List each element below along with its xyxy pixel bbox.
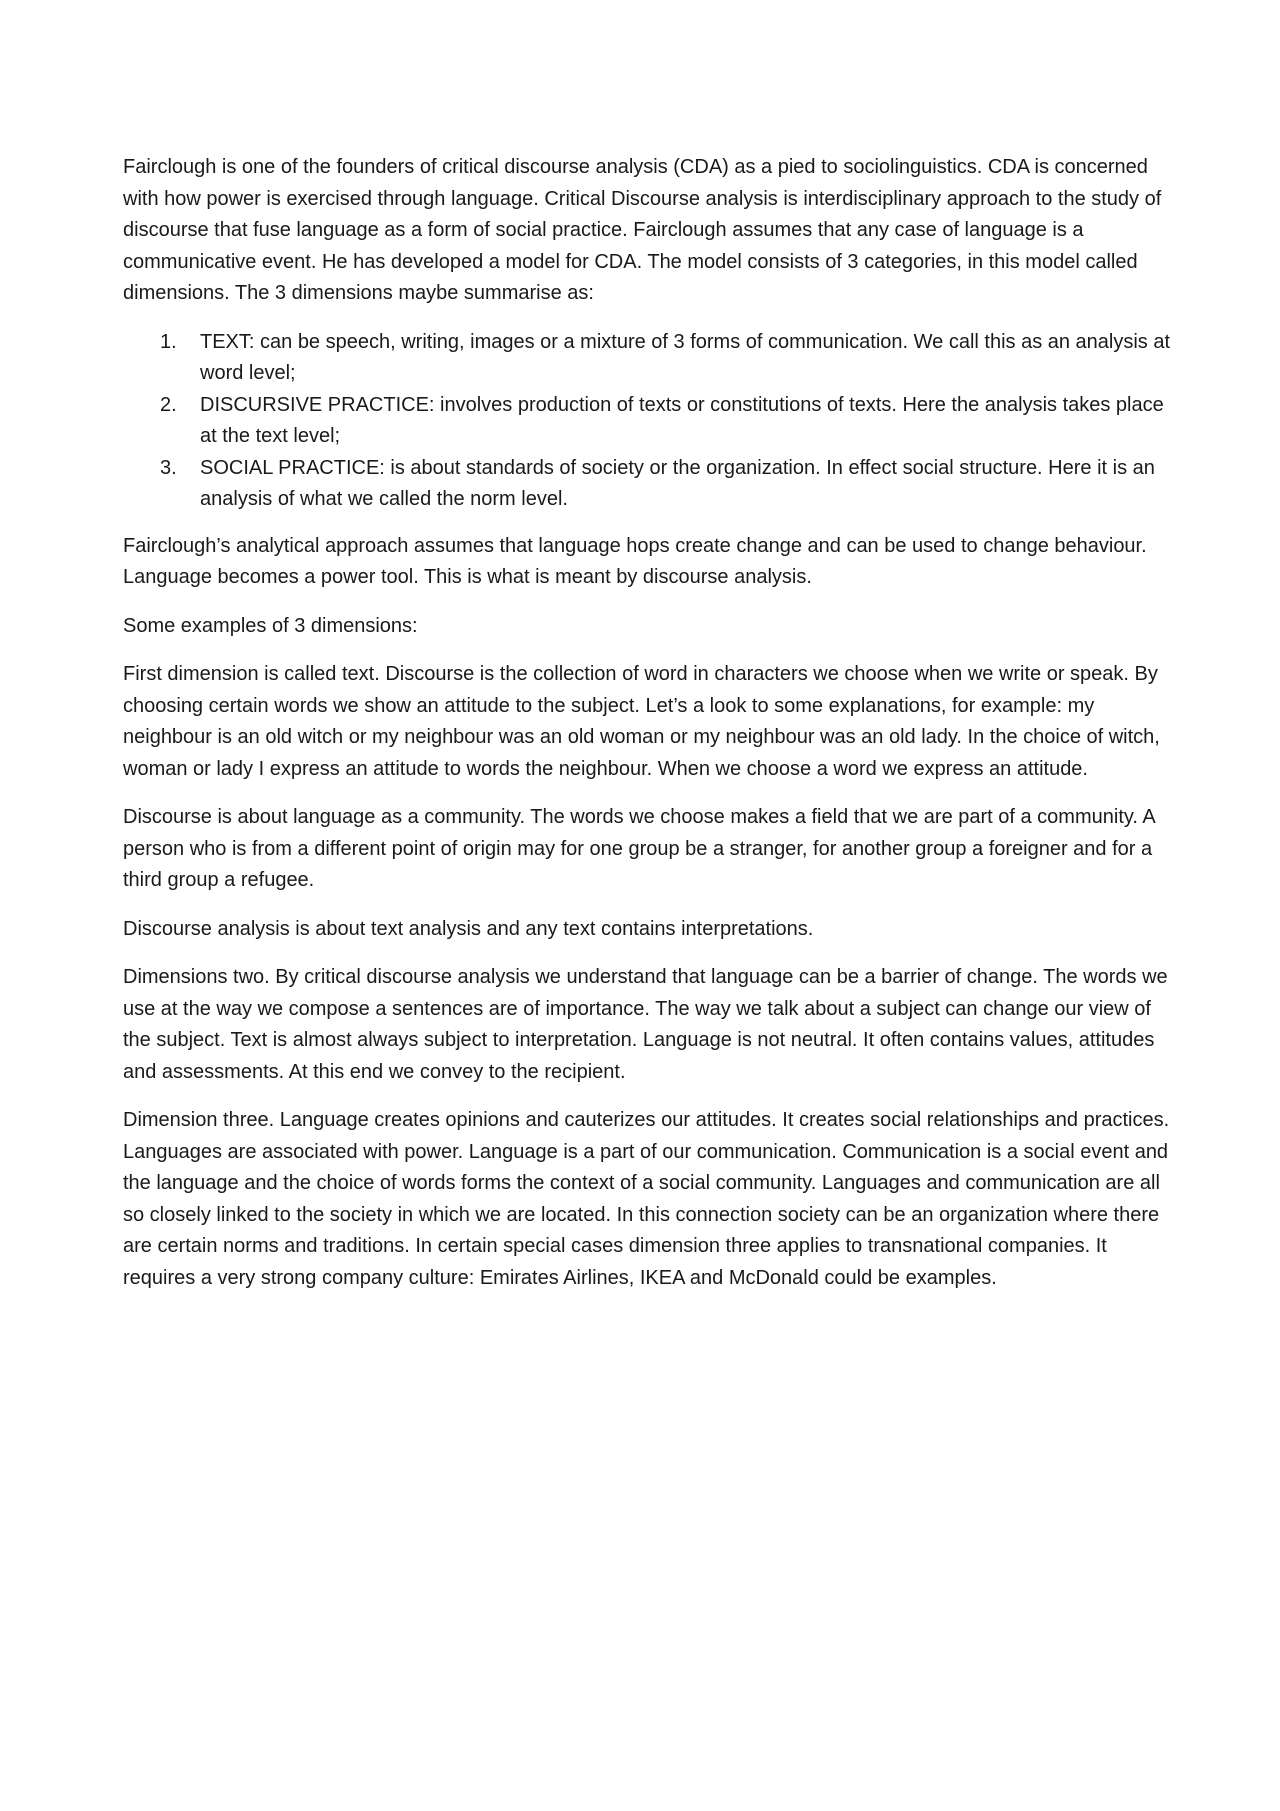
dimension-item-discursive-practice: [123, 390, 1173, 453]
body-paragraph: Discourse analysis is about text analysis and any text contains interpretations.: [123, 917, 814, 940]
list-number: 2.: [160, 393, 177, 416]
list-number: 1.: [160, 330, 177, 353]
dimension-text: SOCIAL PRACTICE: is about standards of society or the organization. In effect social structure. Here it is an analysis of what we called the norm level.: [200, 456, 1155, 510]
body-paragraph: First dimension is called text. Discourse is the collection of word in characters we choose when we write or speak. By choosing certain words we show an attitude to the subject. Let’s a look to some explanations, for example: my neighbour is an old witch or my neighbour was an old woman or my neighbour was an old lady. In the choice of witch, woman or lady I express an attitude to words the neighbour. When we choose a word we express an attitude.: [123, 663, 1160, 780]
intro-paragraph: Fairclough is one of the founders of critical discourse analysis (CDA) as a pied to sociolinguistics. CDA is concerned with how power is exercised through language. Critical Discourse analysis is interdisciplinary approach to the study of discourse that fuse language as a form of social practice. Fairclough assumes that any case of language is a communicative event. He has developed a model for CDA. The model consists of 3 categories, in this model called dimensions. The 3 dimensions maybe summarise as:: [123, 156, 1162, 304]
document-body: [123, 152, 1173, 1311]
list-number: 3.: [160, 456, 177, 479]
body-paragraph: Fairclough’s analytical approach assumes that language hops create change and can be used to change behaviour. Language becomes a power tool. This is what is meant by discourse analysis.: [123, 534, 1147, 588]
dimensions-list: [123, 327, 1173, 516]
dimension-item-text: [123, 327, 1173, 390]
dimension-text: DISCURSIVE PRACTICE: involves production of texts or constitutions of texts. Here the analysis takes place at the text level;: [200, 393, 1164, 447]
body-paragraph: Some examples of 3 dimensions:: [123, 614, 418, 637]
body-paragraph: Dimension three. Language creates opinions and cauterizes our attitudes. It creates social relationships and practices. Languages are associated with power. Language is a part of our communication. Communication is a social event and the language and the choice of words forms the context of a social community. Languages and communication are all so closely linked to the society in which we are located. In this connection society can be an organization where there are certain norms and traditions. In certain special cases dimension three applies to transnational companies. It requires a very strong company culture: Emirates Airlines, IKEA and McDonald could be examples.: [123, 1109, 1170, 1289]
body-paragraph: Discourse is about language as a community. The words we choose makes a field that we are part of a community. A person who is from a different point of origin may for one group be a stranger, for another group a foreigner and for a third group a refugee.: [123, 806, 1155, 891]
body-paragraph: Dimensions two. By critical discourse analysis we understand that language can be a barrier of change. The words we use at the way we compose a sentences are of importance. The way we talk about a subject can change our view of the subject. Text is almost always subject to interpretation. Language is not neutral. It often contains values, attitudes and assessments. At this end we convey to the recipient.: [123, 966, 1168, 1083]
dimension-item-social-practice: [123, 453, 1173, 516]
dimension-text: TEXT: can be speech, writing, images or a mixture of 3 forms of communication. We call this as an analysis at word level;: [200, 330, 1171, 384]
